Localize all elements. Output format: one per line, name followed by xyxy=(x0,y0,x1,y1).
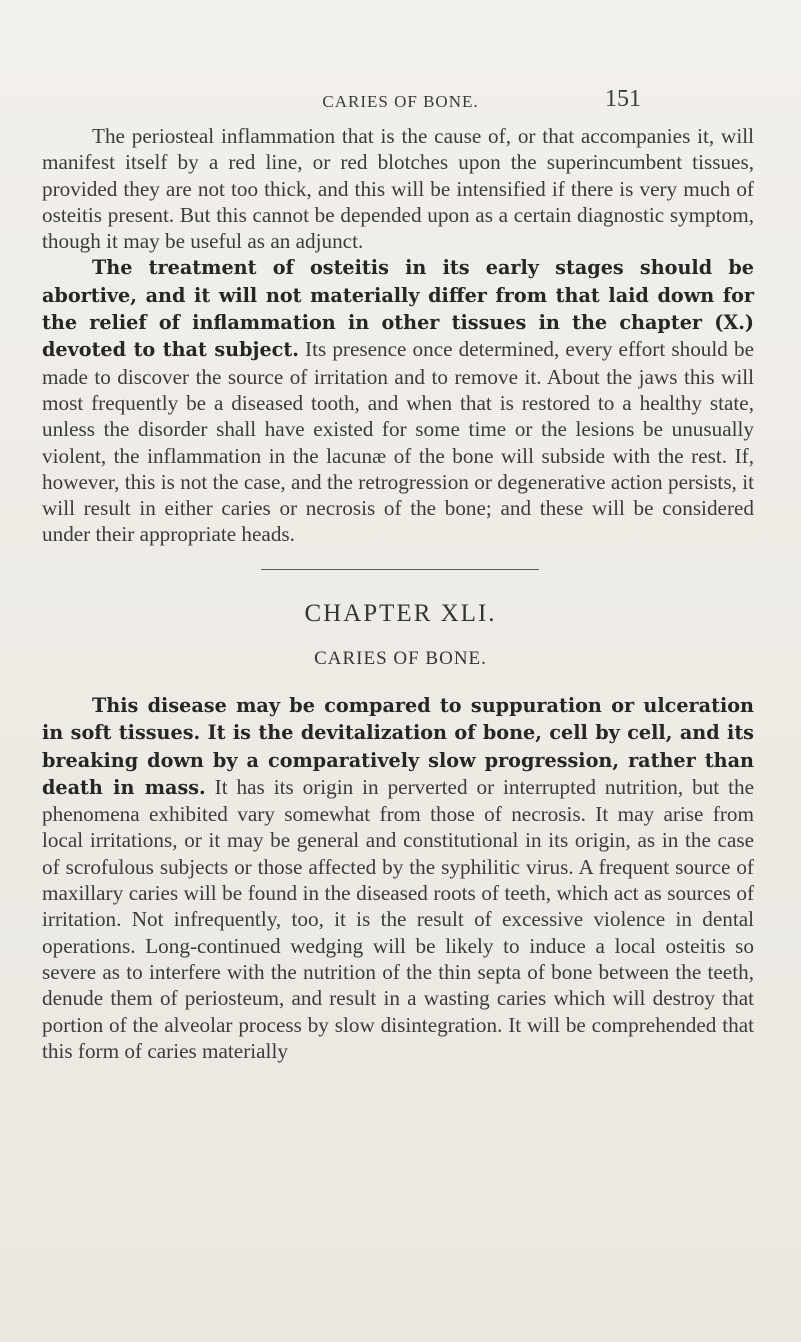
section-two xyxy=(42,692,754,1064)
paragraph-treatment-bold-lead: The treatment of osteitis in its early stages should be abortive, and it will not materially differ from that laid down for the relief of inflammation in other tissues in the chapter (X.) devoted to that subject. xyxy=(42,256,754,362)
paragraph-caries-body: It has its origin in perverted or interrupted nutrition, but the phenomena exhibited vary somewhat from those of necrosis. It may arise from local irritations, or it may be general and constitutional in its origin, as in the case of scrofulous subjects or those affected by the syphilitic virus. A frequent source of maxillary caries will be found in the diseased roots of teeth, which act as sources of irritation. Not infrequently, too, it is the result of excessive violence in dental operations. Long-continued wedging will be likely to induce a local osteitis so severe as to interfere with the nutrition of the thin septa of bone between the teeth, denude them of periosteum, and result in a wasting caries which will destroy that portion of the alveolar process by slow disintegration. It will be comprehended that this form of caries materially xyxy=(42,774,754,1063)
section-one xyxy=(42,123,754,548)
paragraph-periosteal-inflammation: The periosteal inflammation that is the cause of, or that accompanies it, will manifest itself by a red line, or red blotches upon the superincumbent tissues, provided they are not too thick, and this will be intensified if there is very much of osteitis present. But this cannot be depended upon as a certain diagnostic symptom, though it may be useful as an adjunct. xyxy=(42,124,754,254)
chapter-subtitle: CARIES OF BONE. xyxy=(314,648,487,669)
paragraph-caries-bold-lead: This disease may be compared to suppuration or ulceration in soft tissues. It is the devitalization of bone, cell by cell, and its breaking down by a comparatively slow progression, rather than death in mass. xyxy=(42,694,754,799)
paragraph-treatment-body: Its presence once determined, every effort should be made to discover the source of irritation and to remove it. About the jaws this will most frequently be a diseased tooth, and when that is restored to a healthy state, unless the disorder shall have existed for some time or the lesions be unusually violent, the inflammation in the lacunæ of the bone will subside with the rest. If, however, this is not the case, and the retrogression or degenerative action persists, it will result in either caries or necrosis of the bone; and these will be considered under their appropriate heads. xyxy=(42,337,754,547)
page-number: 151 xyxy=(605,86,641,112)
chapter-title: CHAPTER XLI. xyxy=(304,600,497,627)
running-head: CARIES OF BONE. xyxy=(322,92,479,111)
paragraph-treatment-of-osteitis xyxy=(42,254,754,547)
section-divider-rule xyxy=(261,569,539,570)
paragraph-caries-definition xyxy=(42,692,754,1064)
